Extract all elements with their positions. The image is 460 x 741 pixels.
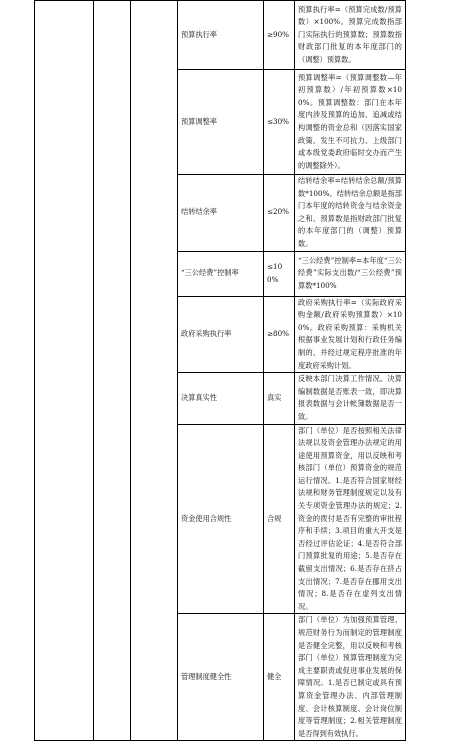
indicator-standard: 健全 — [264, 614, 295, 741]
indicator-name: 资金使用合规性 — [178, 424, 264, 614]
indicator-standard: ≤30% — [264, 70, 295, 175]
indicator-standard: ≤100% — [264, 251, 295, 296]
indicator-name: 政府采购执行率 — [178, 296, 264, 373]
indicator-description: 部门（单位）为加强预算管理、规范财务行为而制定的管理制度是否健全完整，用以反映和考核部门（单位）预算管理制度为完成主要职责或促进事业发展的保障情况。1.是否已制定或具有预算资金管理办法、内部管理制度、会计核算制度、会计岗位制度等管理制度；2.相关管理制度是否得到有效执行。 — [295, 614, 406, 741]
merged-empty-cell-level1 — [35, 1, 94, 741]
merged-empty-cell-level2 — [94, 1, 131, 741]
indicator-standard: 合规 — [264, 424, 295, 614]
indicator-description: 政府采购执行率=（实际政府采购金额/政府采购预算数）×100%。政府采购预算：采购机关根据事业发展计划和行政任务编制的、并经过规定程序批准的年度政府采购计划。 — [295, 296, 406, 373]
table-row — [35, 1, 406, 70]
indicator-name: 结转结余率 — [178, 175, 264, 252]
indicator-description: 结转结余率=结转结余总额/预算数*100%。结转结余总额是指部门本年度的结转资金与结余资金之和。预算数是指财政部门批复的本年度部门的（调整）预算数。 — [295, 175, 406, 252]
indicator-standard: ≤20% — [264, 175, 295, 252]
merged-empty-cell-level3 — [131, 1, 178, 741]
indicator-name: 决算真实性 — [178, 373, 264, 424]
performance-indicator-table — [34, 0, 406, 741]
indicator-name: 预算调整率 — [178, 70, 264, 175]
indicator-description: 反映本部门决算工作情况。决算编制数据是否账表一致，即决算报表数据与会计帐簿数据是否一致。 — [295, 373, 406, 424]
indicator-name: “三公经费”控制率 — [178, 251, 264, 296]
indicator-description: 预算执行率=（预算完成数/预算数）×100%。预算完成数指部门实际执行的预算数；预算数指财政部门批复的本年度部门的（调整）预算数。 — [295, 1, 406, 70]
indicator-name: 管理制度健全性 — [178, 614, 264, 741]
indicator-standard: ≥80% — [264, 296, 295, 373]
indicator-description: 部门（单位）是否按照相关法律法规以及资金管理办法规定的用途使用预算资金，用以反映和考核部门（单位）预算资金的规范运行情况。1.是否符合国家财经法规和财务管理制度规定以及有关专项资金管理办法的规定；2.资金的拨付是否有完整的审批程序和手续；3.项目的重大开支是否经过评估论证；4.是否符合部门预算批复的用途；5.是否存在截留支出情况；6.是否存在挤占支出情况；7.是否存在挪用支出情况；8.是否存在虚列支出情况。 — [295, 424, 406, 614]
indicator-name: 预算执行率 — [178, 1, 264, 70]
indicator-description: “三公经费”控制率=本年度“三公经费”实际支出数/“三公经费”预算数*100% — [295, 251, 406, 296]
indicator-standard: ≥90% — [264, 1, 295, 70]
indicator-standard: 真实 — [264, 373, 295, 424]
indicator-description: 预算调整率=（预算调整数—年初预算数）/年初预算数×100%。预算调整数：部门在本年度内涉及预算的追加、追减或结构调整的资金总和（因落实国家政策、发生不可抗力、上级部门或本级党委政府临时交办而产生的调整除外）。 — [295, 70, 406, 175]
